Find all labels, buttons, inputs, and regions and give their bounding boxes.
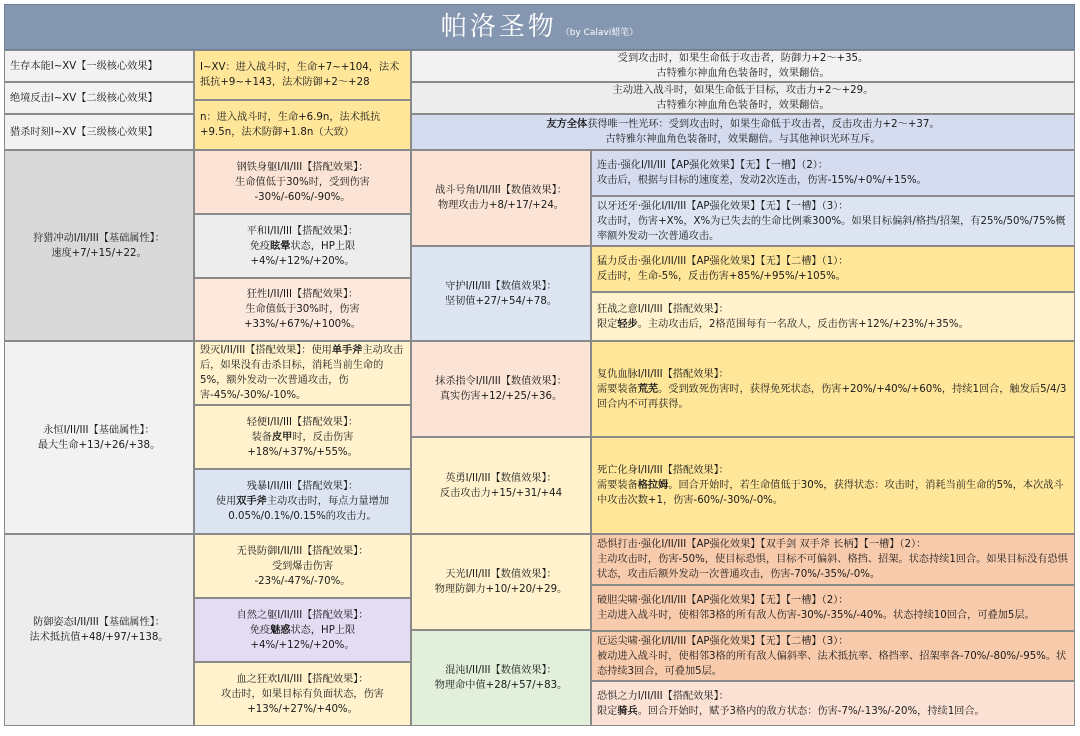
- section-1-base-attribute: 狩猎冲动I/II/III【基础属性】： 速度+7/+15/+22。: [4, 150, 194, 341]
- section-2-skill-1: 复仇血脉I/II/III【搭配效果】： 需要装备荒芜。受到致死伤害时，获得免死状态，伤害+20%/+40%/+60%，持续1回合，触发后5/4/3回合内不可再获得。: [591, 341, 1075, 437]
- relic-table: [4, 4, 1075, 726]
- section-3-match-1: 无畏防御I/II/III【搭配效果】： 受到爆击伤害 -23%/-47%/-70%。: [194, 534, 411, 598]
- section-1-skill-1: 连击·强化I/II/III【AP强化效果】【无】【一槽】（2）： 攻击后，根据与目标的速度差，发动2次连击，伤害-15%/+0%/+15%。: [591, 150, 1075, 196]
- section-3-skill-4: 恐惧之力I/II/III【搭配效果】： 限定骑兵。回合开始时，赋予3格内的敌方状态：伤害-7%/-13%/-20%，持续1回合。: [591, 681, 1075, 726]
- section-2-match-3: 残暴I/II/III【搭配效果】： 使用双手斧主动攻击时，每点力量增加0.05%/0.1%/0.15%的攻击力。: [194, 469, 411, 534]
- title-text: 帕洛圣物: [440, 11, 557, 42]
- core-row-1-name: 生存本能I~XV【一级核心效果】: [4, 50, 194, 82]
- section-1-value-2: 守护I/II/III【数值效果】： 坚韧值+27/+54/+78。: [411, 246, 591, 341]
- section-3-value-1: 天光I/II/III【数值效果】： 物理防御力+10/+20/+29。: [411, 534, 591, 630]
- core-row-3-name: 猎杀时刻I~XV【三级核心效果】: [4, 114, 194, 150]
- core-scale-formula: I~XV：进入战斗时，生命+7~+104，法术抵抗+9~+143，法术防御+2～+28: [194, 50, 411, 100]
- section-1-match-1: 钢铁身躯I/II/III【搭配效果】： 生命值低于30%时，受到伤害 -30%/-60%/-90%。: [194, 150, 411, 214]
- section-2-value-2: 英勇I/II/III【数值效果】： 反击攻击力+15/+31/+44: [411, 437, 591, 534]
- core-row-3-effect: 友方全体获得唯一性光环：受到攻击时，如果生命低于攻击者，反击攻击力+2～+37。 古特雅尔神血角色装备时，效果翻倍。与其他神识光环互斥。: [411, 114, 1075, 150]
- section-3-value-2: 混沌I/II/III【数值效果】： 物理命中值+28/+57/+83。: [411, 630, 591, 726]
- section-3-skill-2: 破胆尖啸·强化I/II/III【AP强化效果】【无】【一槽】（2）： 主动进入战斗时，使相邻3格的所有敌人伤害-30%/-35%/-40%。状态持续10回合，可叠加5层。: [591, 585, 1075, 631]
- section-2-base-attribute: 永恒I/II/III【基础属性】： 最大生命+13/+26/+38。: [4, 341, 194, 534]
- section-1-skill-3: 猛力反击·强化I/II/III【AP强化效果】【无】【二槽】（1）： 反击时，生命-5%，反击伤害+85%/+95%/+105%。: [591, 246, 1075, 292]
- section-2-skill-2: 死亡化身I/II/III【搭配效果】： 需要装备格拉姆。回合开始时，若生命值低于30%，获得状态：攻击时，消耗当前生命的5%，本次战斗中攻击次数+1，伤害-60%/-30%/-0%。: [591, 437, 1075, 534]
- core-row-2-effect: 主动进入战斗时，如果生命低于目标，攻击力+2～+29。 古特雅尔神血角色装备时，效果翻倍。: [411, 82, 1075, 114]
- section-1-value-1: 战斗号角I/II/III【数值效果】： 物理攻击力+8/+17/+24。: [411, 150, 591, 246]
- section-1-match-2: 平和I/II/III【搭配效果】： 免疫眩晕状态，HP上限 +4%/+12%/+20%。: [194, 214, 411, 278]
- core-row-2-name: 绝境反击I~XV【二级核心效果】: [4, 82, 194, 114]
- section-3-base-attribute: 防御姿态I/II/III【基础属性】： 法术抵抗值+48/+97/+138。: [4, 534, 194, 726]
- subtitle-text: （by Calavi蜡笔）: [560, 27, 639, 38]
- core-scale-approx: n：进入战斗时，生命+6.9n，法术抵抗+9.5n，法术防御+1.8n（大致）: [194, 100, 411, 150]
- section-3-match-2: 自然之躯I/II/III【搭配效果】： 免疫魅惑状态，HP上限 +4%/+12%/+20%。: [194, 598, 411, 662]
- section-3-skill-3: 厄运尖啸·强化I/II/III【AP强化效果】【无】【二槽】（3）： 被动进入战斗时，使相邻3格的所有敌人偏斜率、法术抵抗率、格挡率、招架率各-70%/-80%/-95%。状态持续3回合，可叠加5层。: [591, 631, 1075, 681]
- section-2-match-2: 轻便I/II/III【搭配效果】： 装备皮甲时，反击伤害 +18%/+37%/+55%。: [194, 405, 411, 469]
- section-3-match-3: 血之狂欢I/II/III【搭配效果】： 攻击时，如果目标有负面状态，伤害+13%/+27%/+40%。: [194, 662, 411, 726]
- section-1-match-3: 狂性I/II/III【搭配效果】： 生命值低于30%时，伤害 +33%/+67%/+100%。: [194, 278, 411, 341]
- section-2-value-1: 抹杀指令I/II/III【数值效果】： 真实伤害+12/+25/+36。: [411, 341, 591, 437]
- section-3-skill-1: 恐惧打击·强化I/II/III【AP强化效果】【双手剑 双手斧 长柄】【一槽】（2）： 主动攻击时，伤害-50%，使目标恐惧，目标不可偏斜、格挡、招架。状态持续1回合。如果目标没有恐惧状态，攻击后额外发动一次普通攻击，伤害-70%/-35%/-0%。: [591, 534, 1075, 585]
- section-1-skill-4: 狂战之意I/II/III【搭配效果】： 限定轻步。主动攻击后，2格范围每有一名敌人，反击伤害+12%/+23%/+35%。: [591, 292, 1075, 341]
- page-title: [4, 4, 1075, 50]
- core-row-1-effect: 受到攻击时，如果生命低于攻击者，防御力+2～+35。 古特雅尔神血角色装备时，效果翻倍。: [411, 50, 1075, 82]
- section-1-skill-2: 以牙还牙·强化I/II/III【AP强化效果】【无】【一槽】（3）： 攻击时，伤害+X%，X%为已失去的生命比例乘300%。如果目标偏斜/格挡/招架，有25%/50%/75%概率额外发动一次普通攻击。: [591, 196, 1075, 246]
- section-2-match-1: 毁灭I/II/III【搭配效果】：使用单手斧主动攻击后，如果没有击杀目标，消耗当前生命的5%，额外发动一次普通攻击，伤害-45%/-30%/-10%。: [194, 341, 411, 405]
